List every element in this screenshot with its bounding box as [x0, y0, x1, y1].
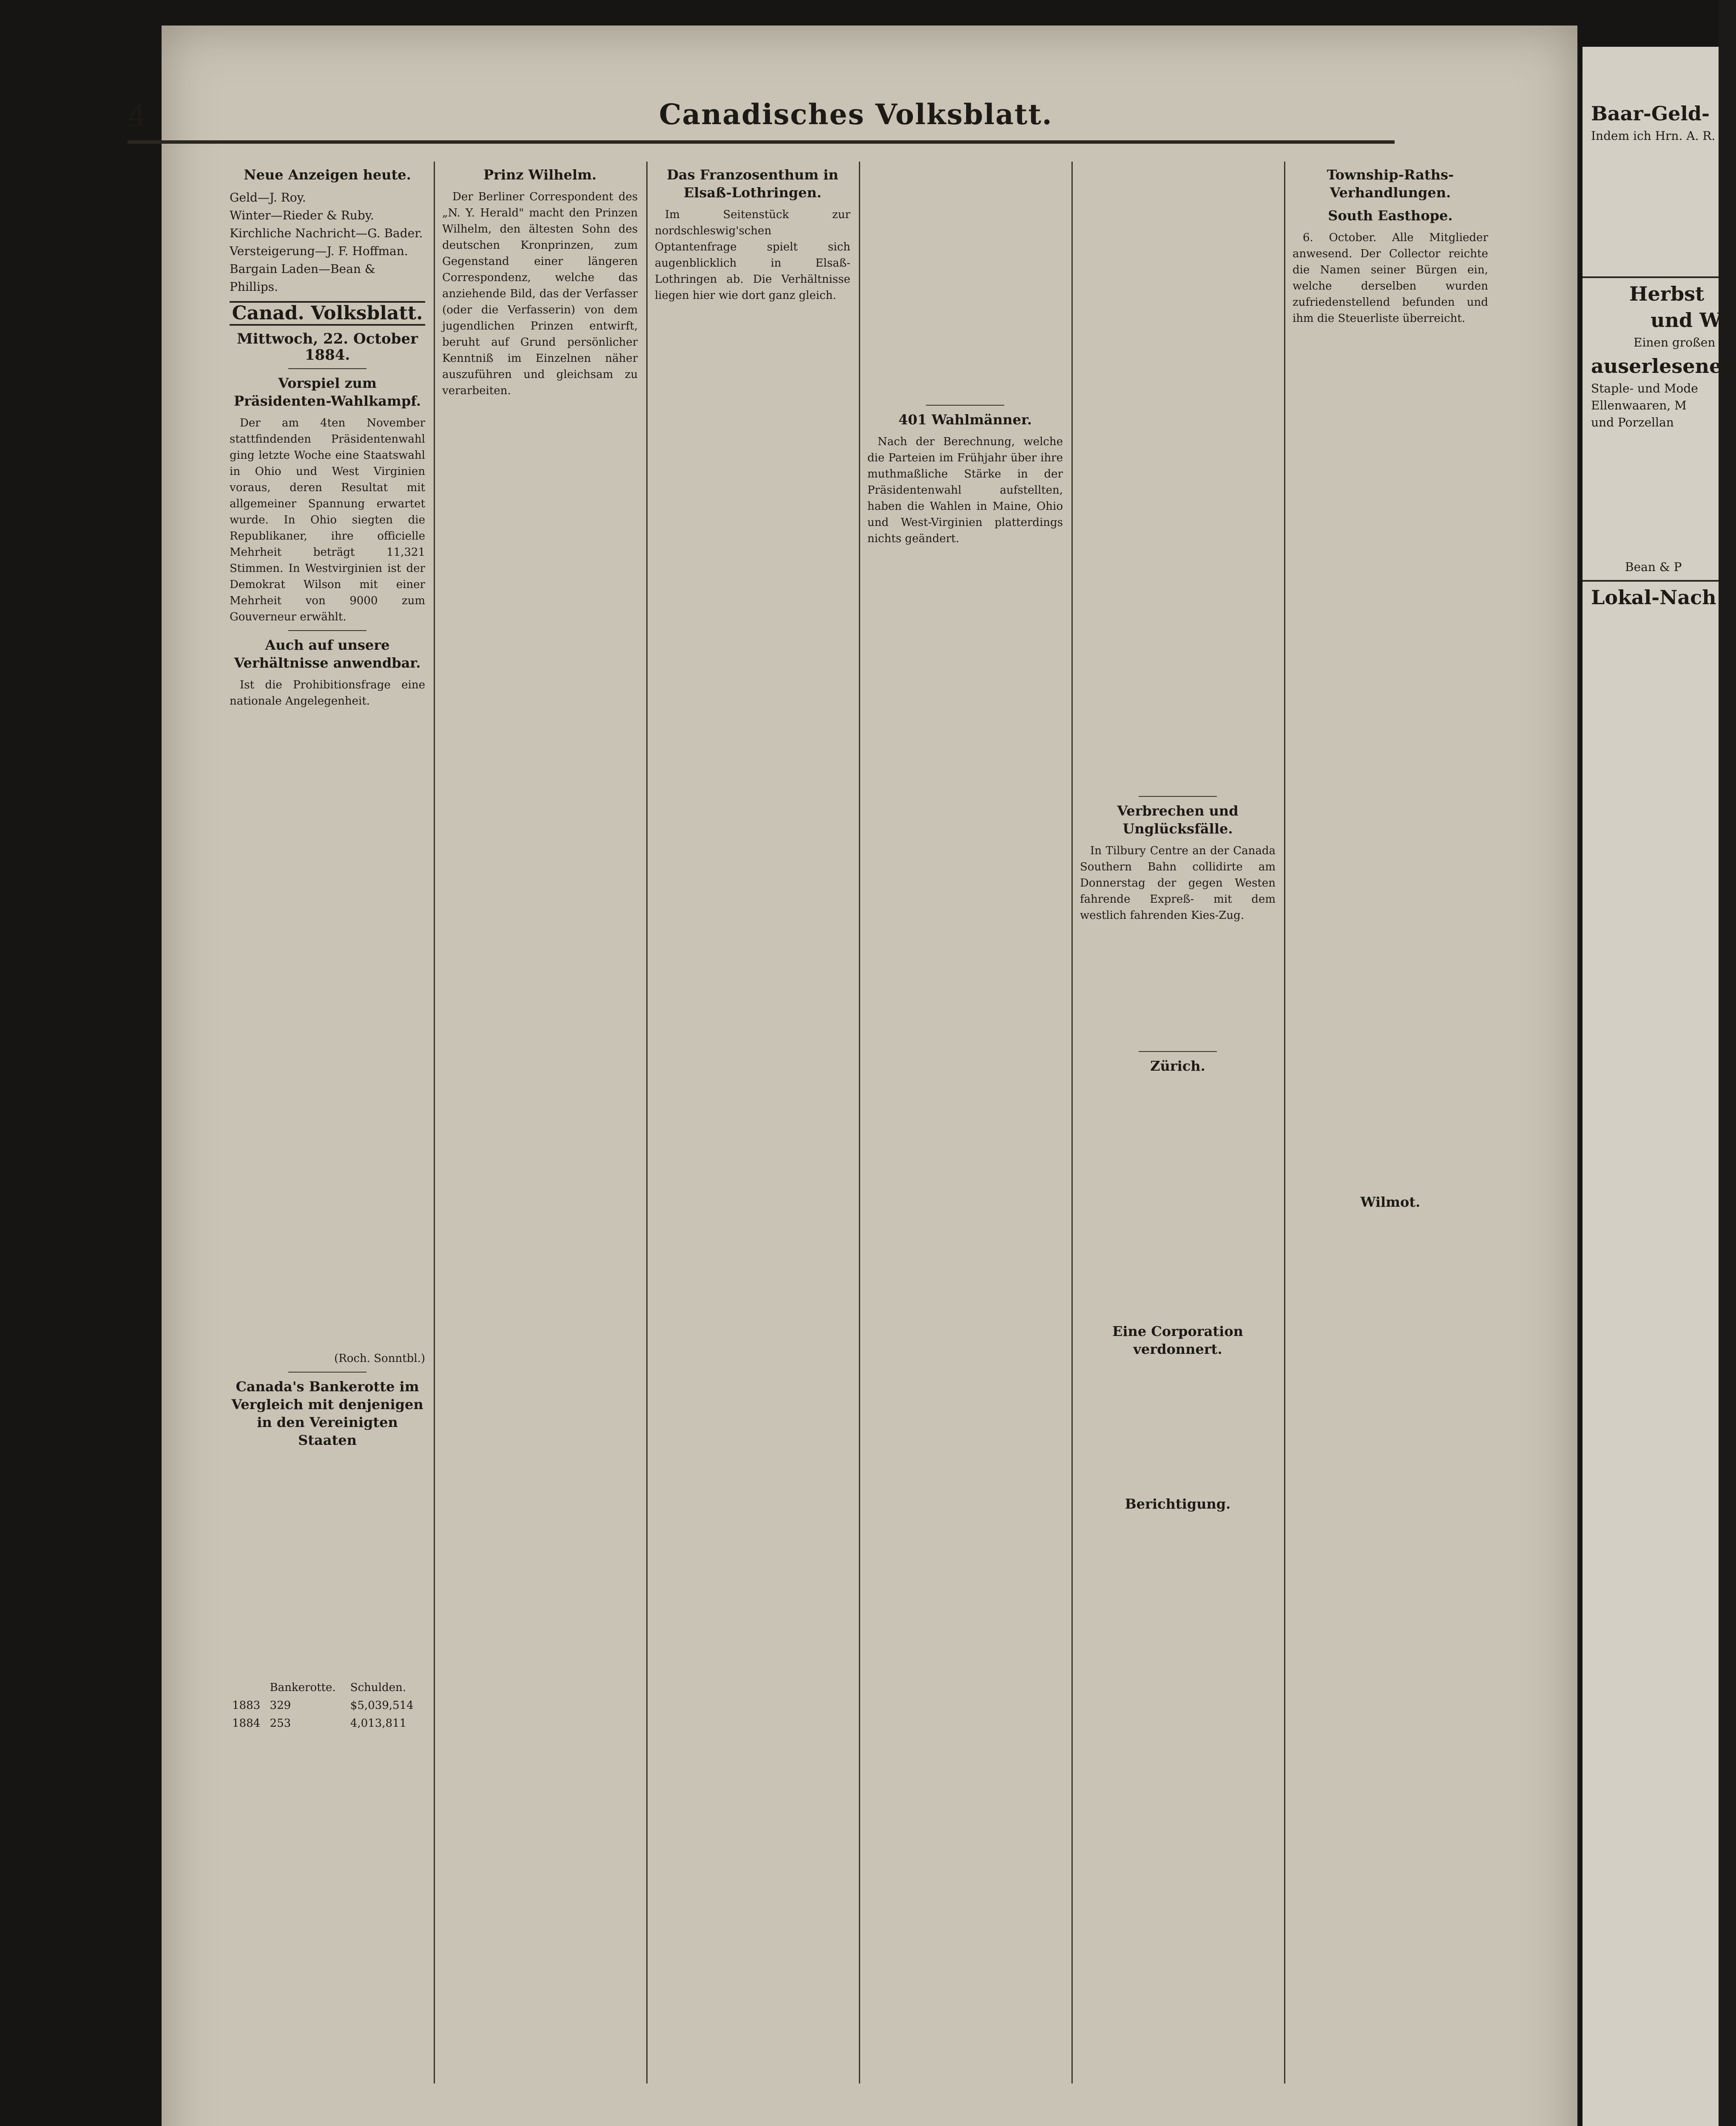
bankruptcy-table [230, 1679, 425, 1732]
edge-space [1583, 431, 1719, 559]
divider [926, 405, 1004, 406]
edge-rule [1583, 276, 1719, 278]
column-6 [1293, 162, 1488, 2109]
article-subheading: South Easthope. [1328, 207, 1453, 224]
table-cell: 329 [270, 1699, 291, 1712]
table-cell: 4,013,811 [350, 1717, 407, 1730]
article-heading: Das Franzosenthum in Elsaß-Lothringen. [667, 167, 838, 201]
table-cell: 253 [270, 1717, 291, 1730]
ad-item: Geld—J. Roy. [230, 190, 306, 205]
edge-text: und Porzellan [1591, 415, 1674, 429]
edge-rule [1583, 580, 1719, 582]
column-rule [434, 162, 435, 2083]
edge-heading: Baar-Geld- [1591, 102, 1710, 125]
paper-title: Canadisches Volksblatt. [659, 98, 1053, 131]
paper-name-box: Canad. Volksblatt. [230, 301, 425, 326]
adjacent-page-edge [1583, 47, 1736, 2126]
article-text: Der Berliner Correspondent des „N. Y. Herald" macht den Prinzen Wilhelm, den ältesten Sohn des deutschen Kronprinzen, zum Gegenstand einer längeren Correspondenz, welche das anziehende Bild, das der Verfasser (oder die Verfasserin) von dem jugendlichen Prinzen entwirft, beruht auf Grund persönlicher Kenntniß im Einzelnen näher auszuführen und gleichsam zu verarbeiten. [442, 190, 638, 397]
column-rule [1071, 162, 1073, 2083]
ad-item: Bargain Laden—Bean & Phillips. [230, 262, 375, 294]
article-heading: Canada's Bankerotte im Vergleich mit denjenigen in den Vereinigten Staaten [231, 1378, 423, 1448]
ad-item: Winter—Rieder & Ruby. [230, 208, 374, 222]
article-text: Ist die Prohibitionsfrage eine nationale Angelegenheit. [230, 679, 425, 708]
column-rule [1284, 162, 1285, 2083]
ad-item: Versteigerung—J. F. Hoffman. [230, 244, 408, 258]
article-heading: Auch auf unsere Verhältnisse anwendbar. [234, 637, 421, 671]
table-row [230, 1697, 425, 1714]
article-text: 6. October. Alle Mitglieder anwesend. Der Collector reichte die Namen seiner Bürgen ein, welche derselben wurden zufriedenstellend befunden und ihm die Steuerliste überreicht. [1293, 231, 1488, 325]
article-heading: Zürich. [1150, 1058, 1205, 1074]
table-row [230, 1714, 425, 1732]
newspaper-page [128, 26, 1577, 2126]
divider [288, 1372, 367, 1373]
attribution: (Roch. Sonntbl.) [334, 1352, 425, 1365]
divider [1139, 1051, 1217, 1052]
new-ads-heading: Neue Anzeigen heute. [244, 167, 411, 183]
article-text: Der am 4ten November stattfindenden Präsidentenwahl ging letzte Woche eine Staatswahl in Ohio und West Virginien voraus, deren Resultat mit allgemeiner Spannung erwartet wurde. In Ohio siegten die Republikaner, ihre officielle Mehrheit beträgt 11,321 Stimmen. In Westvirginien ist der Demokrat Wilson mit einer Mehrheit von 9000 zum Gouverneur erwählt. [230, 417, 425, 623]
ads-list [230, 189, 425, 296]
divider [288, 368, 367, 369]
article-heading: Prinz Wilhelm. [483, 167, 597, 183]
article-heading: Verbrechen und Unglücksfälle. [1117, 803, 1239, 837]
article-text: In Tilbury Centre an der Canada Southern Bahn collidirte am Donnerstag der gegen Westen fahrende Expreß- mit dem westlich fahrenden Kies-Zug. [1080, 844, 1276, 922]
edge-heading: auserlesenen [1591, 355, 1736, 378]
page-number: 4 [128, 98, 147, 134]
article-body-space [1080, 1363, 1276, 1491]
column-2 [442, 162, 638, 2109]
table-header [230, 1679, 267, 1697]
edge-heading: und Wi [1651, 309, 1729, 332]
article-body-space [230, 713, 425, 1350]
edge-heading: Herbst [1629, 282, 1705, 305]
article-body-space [867, 162, 1063, 400]
article-body-space [1080, 927, 1276, 1046]
edge-text: Staple- und Mode [1591, 381, 1698, 395]
article-body-space [1293, 330, 1488, 1189]
article-heading: Berichtigung. [1125, 1496, 1231, 1512]
article-heading: Township-Raths-Verhandlungen. [1327, 167, 1454, 201]
column-4 [867, 162, 1063, 2109]
column-rule [646, 162, 648, 2083]
column-5 [1080, 162, 1276, 2109]
article-heading: Eine Corporation verdonnert. [1112, 1323, 1243, 1357]
ad-item: Kirchliche Nachricht—G. Bader. [230, 226, 423, 240]
table-header-row [230, 1679, 425, 1697]
column-1 [230, 162, 425, 2109]
column-3 [655, 162, 850, 2109]
masthead [128, 98, 1420, 162]
issue-date: Mittwoch, 22. October 1884. [236, 330, 418, 364]
divider [1139, 796, 1217, 797]
article-body-space [230, 1454, 425, 1675]
article-heading: Vorspiel zum Präsidenten-Wahlkampf. [234, 375, 421, 409]
edge-heading: Lokal-Nach [1591, 586, 1716, 609]
masthead-rule [128, 140, 1395, 144]
article-subheading: Wilmot. [1360, 1194, 1421, 1210]
table-header: Schulden. [350, 1681, 406, 1694]
table-cell: $5,039,514 [350, 1699, 414, 1712]
table-header: Bankerotte. [270, 1681, 336, 1694]
divider [288, 630, 367, 631]
edge-space [1583, 145, 1719, 272]
article-text: Nach der Berechnung, welche die Parteien im Frühjahr über ihre muthmaßliche Stärke in der Präsidentenwahl aufstellten, haben die Wahlen in Maine, Ohio und West-Virginien platterdings nichts geändert. [867, 435, 1063, 545]
column-rule [859, 162, 860, 2083]
edge-text: Indem ich Hrn. A. R. [1591, 129, 1716, 143]
edge-text: Ellenwaaren, M [1591, 398, 1687, 412]
article-body-space [1080, 162, 1276, 791]
edge-text: Bean & P [1625, 560, 1682, 574]
table-cell: 1884 [232, 1717, 261, 1730]
edge-text: Einen großen [1634, 335, 1716, 350]
article-body-space [1080, 1080, 1276, 1318]
table-cell: 1883 [232, 1699, 261, 1712]
article-text: Im Seitenstück zur nordschleswig'schen Optantenfrage spielt sich augenblicklich in Elsaß-Lothringen ab. Die Verhältnisse liegen hier wie dort ganz gleich. [655, 208, 850, 302]
article-heading: 401 Wahlmänner. [898, 412, 1032, 428]
